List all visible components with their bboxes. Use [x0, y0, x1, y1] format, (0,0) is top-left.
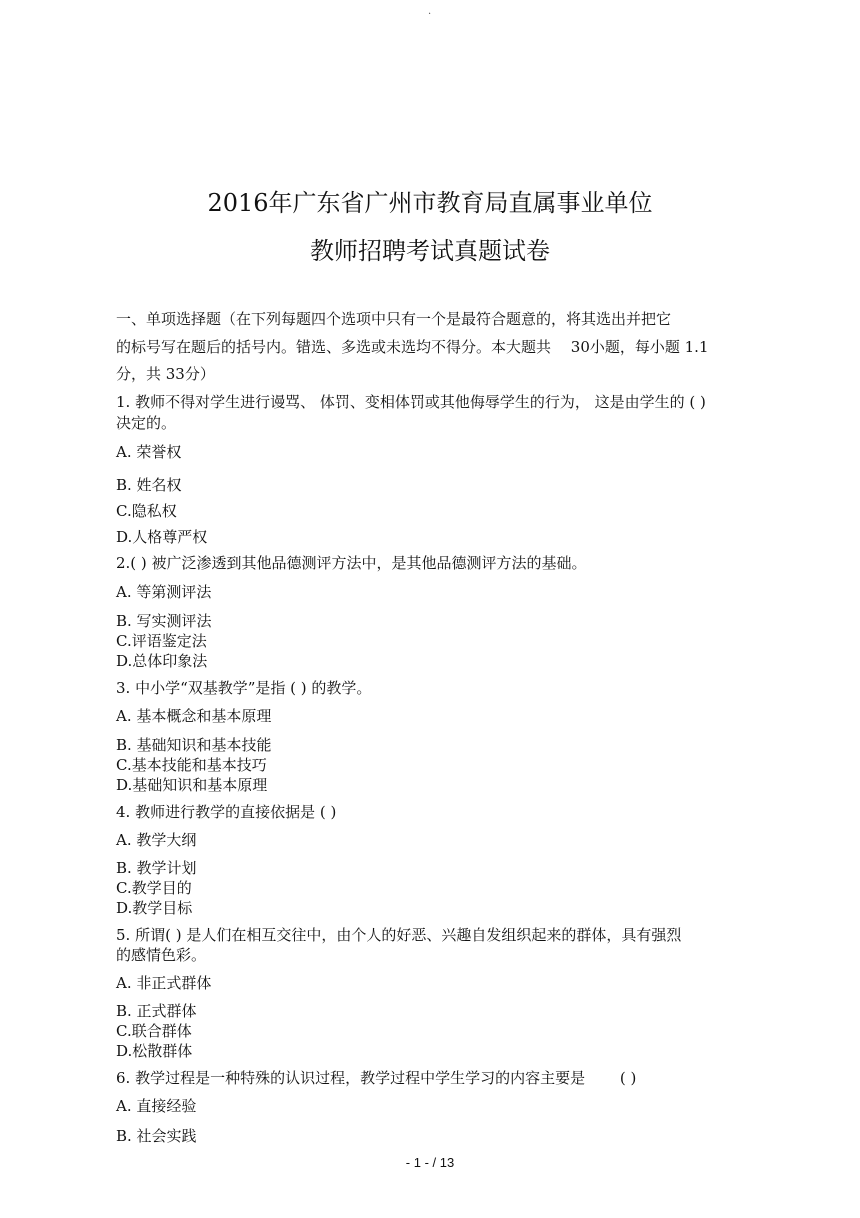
question-stem: 3. 中小学“双基教学”是指 ( ) 的教学。: [116, 679, 372, 697]
question-option: A. 非正式群体: [116, 974, 212, 992]
question-option: D.基础知识和基本原理: [116, 776, 268, 794]
question-stem: 1. 教师不得对学生进行谩骂、 体罚、变相体罚或其他侮辱学生的行为， 这是由学生的 ( ): [116, 393, 706, 411]
question-option: D.人格尊严权: [116, 528, 208, 546]
question-stem: 2.( ) 被广泛渗透到其他品德测评方法中，是其他品德测评方法的基础。: [116, 554, 587, 572]
question-option: D.教学目标: [116, 899, 193, 917]
document-title-line1: 2016年广东省广州市教育局直属事业单位: [207, 189, 653, 217]
question-option: B. 写实测评法: [116, 612, 212, 630]
question-option: C.评语鉴定法: [116, 632, 207, 650]
question-option: C.联合群体: [116, 1022, 192, 1040]
section-intro: 的标号写在题后的括号内。错选、多选或未选均不得分。本大题共 30小题，每小题 1.1: [116, 338, 709, 356]
question-option: A. 等第测评法: [116, 583, 212, 601]
question-option: C.基本技能和基本技巧: [116, 756, 267, 774]
page-number: - 1 - / 13: [405, 1155, 455, 1170]
header-mark: .: [428, 6, 432, 17]
question-option: A. 基本概念和基本原理: [116, 707, 272, 725]
question-stem: 的感情色彩。: [116, 946, 207, 964]
section-intro: 一、单项选择题（在下列每题四个选项中只有一个是最符合题意的，将其选出并把它: [116, 310, 672, 328]
question-stem: 决定的。: [116, 414, 177, 432]
question-option: B. 基础知识和基本技能: [116, 736, 272, 754]
question-option: C.隐私权: [116, 502, 177, 520]
section-intro: 分，共 33分）: [116, 365, 215, 383]
question-stem: 5. 所谓( ) 是人们在相互交往中，由个人的好恶、兴趣自发组织起来的群体，具有强烈: [116, 926, 682, 944]
question-option: B. 教学计划: [116, 859, 197, 877]
question-option: A. 荣誉权: [116, 443, 182, 461]
question-option: B. 姓名权: [116, 476, 182, 494]
question-option: B. 社会实践: [116, 1127, 197, 1145]
question-stem: 4. 教师进行教学的直接依据是 ( ): [116, 803, 337, 821]
question-stem: 6. 教学过程是一种特殊的认识过程，教学过程中学生学习的内容主要是 ( ): [116, 1069, 637, 1087]
question-option: A. 教学大纲: [116, 831, 197, 849]
document-title-line2: 教师招聘考试真题试卷: [310, 237, 550, 265]
question-option: D.总体印象法: [116, 652, 208, 670]
question-option: A. 直接经验: [116, 1097, 197, 1115]
question-option: C.教学目的: [116, 879, 192, 897]
question-option: B. 正式群体: [116, 1002, 197, 1020]
question-option: D.松散群体: [116, 1042, 193, 1060]
